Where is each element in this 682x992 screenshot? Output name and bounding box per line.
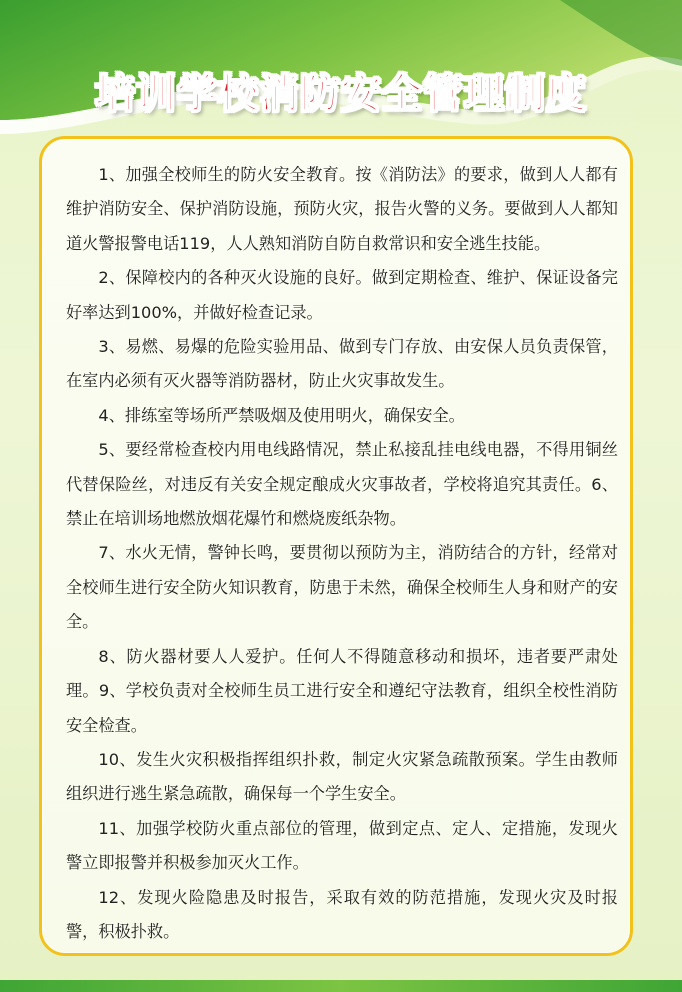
rule-paragraph: 5、要经常检查校内用电线路情况，禁止私接乱挂电线电器，不得用铜丝代替保险丝，对违反有关安全规定酿成火灾事故者，学校将追究其责任。6、禁止在培训场地燃放烟花爆竹和燃烧废纸杂物。	[66, 440, 618, 529]
rule-paragraph: 2、保障校内的各种灭火设施的良好。做到定期检查、维护、保证设备完好率达到100%，并做好检查记录。	[66, 268, 618, 322]
rule-paragraph: 4、排练室等场所严禁吸烟及使用明火，确保安全。	[98, 405, 465, 425]
rule-paragraph: 3、易燃、易爆的危险实验用品、做到专门存放、由安保人员负责保管，在室内必须有灭火器等消防器材，防止火灾事故发生。	[66, 337, 618, 391]
rule-paragraph: 12、发现火险隐患及时报告，采取有效的防范措施，发现火灾及时报警，积极扑救。	[66, 887, 618, 941]
rule-paragraph: 1、加强全校师生的防火安全教育。按《消防法》的要求，做到人人都有维护消防安全、保护消防设施，预防火灾，报告火警的义务。要做到人人都知道火警报警电话119，人人熟知消防自防自救常识和安全逃生技能。	[66, 165, 618, 253]
page-title: 培训学校消防安全管理制度	[95, 71, 587, 117]
bottom-band	[0, 980, 682, 992]
rule-paragraph: 11、加强学校防火重点部位的管理，做到定点、定人、定措施，发现火警立即报警并积极参加灭火工作。	[66, 818, 618, 873]
rule-paragraph: 7、水火无情，警钟长鸣，要贯彻以预防为主，消防结合的方针，经常对全校师生进行安全防火知识教育，防患于未然，确保全校师生人身和财产的安全。	[66, 543, 618, 632]
rule-paragraph: 10、发生火灾积极指挥组织扑救，制定火灾紧急疏散预案。学生由教师组织进行逃生紧急疏散，确保每一个学生安全。	[66, 749, 618, 804]
rule-paragraph: 8、防火器材要人人爱护。任何人不得随意移动和损坏，违者要严肃处理。9、学校负责对全校师生员工进行安全和遵纪守法教育，组织全校性消防安全检查。	[66, 646, 618, 735]
rules-list	[66, 158, 618, 949]
